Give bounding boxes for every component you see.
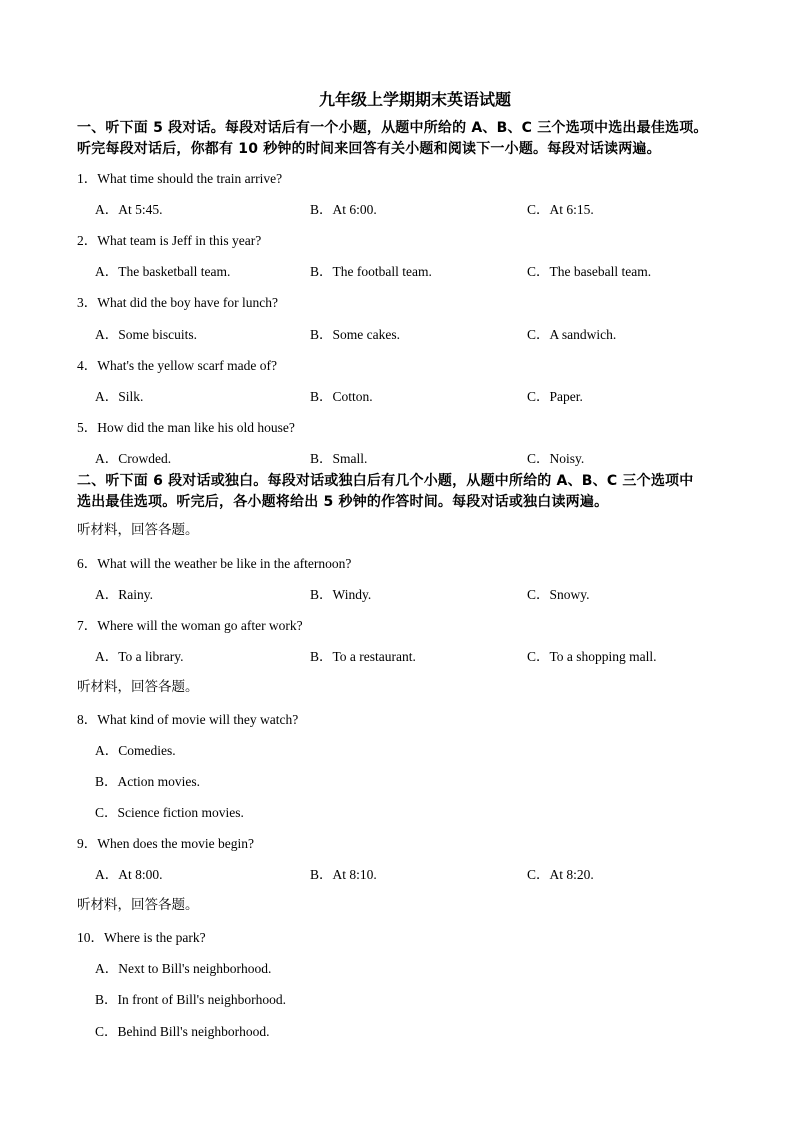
option-a: A．Next to Bill's neighborhood. [95, 961, 272, 976]
option-a: A．Comedies. [95, 743, 176, 758]
option-b: B．At 8:10. [310, 867, 377, 882]
section-2-line-1: 二、听下面 6 段对话或独白。每段对话或独白后有几个小题，从题中所给的 A、B、C 三个选项中 [77, 473, 694, 489]
option-b: B．Small. [310, 451, 368, 466]
option-c: C．The baseball team. [527, 264, 652, 279]
section-2-line-2: 选出最佳选项。听完后，各小题将给出 5 秒钟的作答时间。每段对话或独白读两遍。 [77, 494, 609, 510]
option-a: A．Silk. [95, 389, 144, 404]
question-1: 1．What time should the train arrive? [77, 171, 283, 186]
question-6: 6．What will the weather be like in the afternoon? [77, 556, 352, 571]
question-9-options [95, 863, 735, 883]
option-b: B．Some cakes. [310, 327, 400, 342]
option-c: C．At 6:15. [527, 202, 594, 217]
option-b: B．Windy. [310, 587, 372, 602]
option-a: A．Crowded. [95, 451, 172, 466]
option-c: C．Snowy. [527, 587, 590, 602]
option-a: A．Rainy. [95, 587, 153, 602]
option-c: C．Behind Bill's neighborhood. [95, 1024, 270, 1039]
section-1-line-2: 听完每段对话后，你都有 10 秒钟的时间来回答有关小题和阅读下一小题。每段对话读两遍。 [77, 141, 661, 157]
listen-note: 听材料，回答各题。 [77, 679, 199, 695]
section-1-instructions [77, 118, 757, 160]
question-10: 10．Where is the park? [77, 930, 206, 945]
question-4-options [95, 385, 735, 405]
question-7: 7．Where will the woman go after work? [77, 618, 303, 633]
question-3: 3．What did the boy have for lunch? [77, 295, 278, 310]
question-6-options [95, 583, 735, 603]
question-4: 4．What's the yellow scarf made of? [77, 358, 277, 373]
question-3-options [95, 323, 735, 343]
option-a: A．At 8:00. [95, 867, 163, 882]
question-9: 9．When does the movie begin? [77, 836, 254, 851]
option-b: B．Cotton. [310, 389, 373, 404]
option-c: C．Science fiction movies. [95, 805, 244, 820]
option-b: B．To a restaurant. [310, 649, 416, 664]
question-5: 5．How did the man like his old house? [77, 420, 295, 435]
question-7-options [95, 645, 735, 665]
option-b: B．The football team. [310, 264, 432, 279]
option-a: A．To a library. [95, 649, 184, 664]
option-a: A．The basketball team. [95, 264, 231, 279]
question-2-options [95, 260, 735, 280]
question-8: 8．What kind of movie will they watch? [77, 712, 299, 727]
question-5-options [95, 447, 735, 467]
section-1-line-1: 一、听下面 5 段对话。每段对话后有一个小题，从题中所给的 A、B、C 三个选项中选出最佳选项。 [77, 120, 708, 136]
option-c: C．Paper. [527, 389, 583, 404]
listen-note: 听材料，回答各题。 [77, 897, 199, 913]
option-c: C．At 8:20. [527, 867, 594, 882]
question-2: 2．What team is Jeff in this year? [77, 233, 262, 248]
question-1-options [95, 198, 735, 218]
option-b: B．Action movies. [95, 774, 200, 789]
option-c: C．To a shopping mall. [527, 649, 657, 664]
option-a: A．Some biscuits. [95, 327, 198, 342]
option-b: B．At 6:00. [310, 202, 377, 217]
listen-note: 听材料，回答各题。 [77, 522, 199, 538]
page-title: 九年级上学期期末英语试题 [318, 90, 511, 109]
option-c: C．Noisy. [527, 451, 585, 466]
option-c: C．A sandwich. [527, 327, 617, 342]
section-2-instructions [77, 471, 757, 513]
option-b: B．In front of Bill's neighborhood. [95, 992, 287, 1007]
option-a: A．At 5:45. [95, 202, 163, 217]
